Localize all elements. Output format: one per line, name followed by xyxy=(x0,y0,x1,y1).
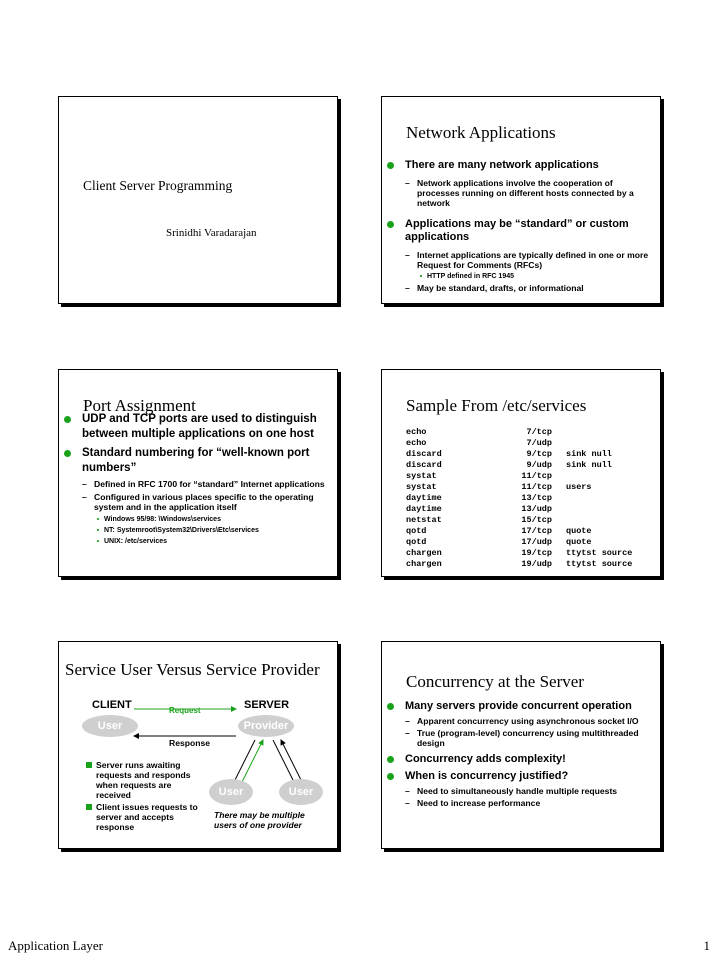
square-bullet-icon xyxy=(97,518,99,520)
service-name: daytime xyxy=(406,493,442,503)
service-port: 19/tcp xyxy=(521,548,552,558)
user-ellipse: User xyxy=(82,715,138,737)
bullet-dot-icon xyxy=(64,416,71,423)
service-port: 13/tcp xyxy=(521,493,552,503)
bullet-dot-icon xyxy=(64,450,71,457)
service-port: 7/udp xyxy=(526,438,552,448)
service-port: 17/tcp xyxy=(521,526,552,536)
sub-bullet: – May be standard, drafts, or informational xyxy=(405,283,584,293)
slide-4 xyxy=(381,369,661,577)
service-port: 9/tcp xyxy=(526,449,552,459)
service-aliases xyxy=(552,471,656,482)
slide-2-body xyxy=(387,159,653,295)
service-name: daytime xyxy=(406,504,442,514)
table-row xyxy=(406,438,656,449)
sub-sub-bullet: HTTP defined in RFC 1945 xyxy=(387,272,653,281)
service-port: 17/udp xyxy=(521,537,552,547)
service-name: qotd xyxy=(406,537,427,547)
bullet: When is concurrency justified? xyxy=(387,770,653,783)
slide-4-title: Sample From /etc/services xyxy=(406,396,587,415)
service-aliases xyxy=(552,427,656,438)
bullet: Applications may be “standard” or custom applications xyxy=(387,218,653,244)
sub-bullet: – Configured in various places specific to the operating system and in the application itself xyxy=(82,492,314,512)
service-port: 9/udp xyxy=(526,460,552,470)
footer-title: Application Layer xyxy=(8,938,103,953)
bullet-dot-icon xyxy=(387,162,394,169)
service-aliases xyxy=(552,515,656,526)
sub-bullet: – Internet applications are typically defined in one or more Request for Comments (RFCs) xyxy=(405,250,649,270)
service-port: 15/tcp xyxy=(521,515,552,525)
table-row xyxy=(406,537,656,548)
square-bullet-icon xyxy=(86,762,92,768)
slide-1-author: Srinidhi Varadarajan xyxy=(166,227,257,239)
service-aliases xyxy=(552,493,656,504)
services-table xyxy=(406,427,656,570)
slide-3 xyxy=(58,369,338,577)
sub-sub-bullet: NT: Systemroot\System32\Drivers\Etc\services xyxy=(64,526,332,535)
service-name: chargen xyxy=(406,548,442,558)
square-bullet-icon xyxy=(97,529,99,531)
service-port: 19/udp xyxy=(521,559,552,569)
server-label: SERVER xyxy=(244,699,290,711)
service-port: 11/tcp xyxy=(521,482,552,492)
square-bullet-icon xyxy=(97,540,99,542)
page-number: 1 xyxy=(703,938,710,953)
square-bullet-icon xyxy=(86,804,92,810)
slide-2-title: Network Applications xyxy=(406,123,556,142)
service-port: 11/tcp xyxy=(521,471,552,481)
service-name: discard xyxy=(406,460,442,470)
table-row xyxy=(406,493,656,504)
sub-bullet: – True (program-level) concurrency using multithreaded design xyxy=(405,728,639,748)
bullet: UDP and TCP ports are used to distinguish between multiple applications on one host xyxy=(64,412,332,442)
sub-bullet: – Need to simultaneously handle multiple requests xyxy=(405,786,618,796)
service-port: 7/tcp xyxy=(526,427,552,437)
user-ellipse: User xyxy=(209,779,253,805)
service-aliases: sink null xyxy=(566,449,612,459)
square-bullet-icon xyxy=(420,275,422,277)
slide-6-body xyxy=(387,700,653,810)
service-name: discard xyxy=(406,449,442,459)
sub-sub-bullet: Windows 95/98: \Windows\services xyxy=(64,515,332,524)
slide-3-title: Port Assignment xyxy=(83,396,196,415)
service-name: systat xyxy=(406,482,437,492)
table-row xyxy=(406,460,656,471)
table-row xyxy=(406,559,656,570)
service-name: echo xyxy=(406,438,427,448)
service-name: netstat xyxy=(406,515,442,525)
bullet: Many servers provide concurrent operation xyxy=(387,700,653,713)
sub-bullet: – Need to increase performance xyxy=(405,798,541,808)
client-description: Client issues requests to server and accepts response xyxy=(96,802,198,832)
slide-1-title: Client Server Programming xyxy=(83,178,233,193)
table-row xyxy=(406,427,656,438)
slide-2 xyxy=(381,96,661,304)
service-aliases xyxy=(552,504,656,515)
bullet-dot-icon xyxy=(387,773,394,780)
sub-bullet: – Apparent concurrency using asynchronous socket I/O xyxy=(405,716,639,726)
user-ellipse: User xyxy=(279,779,323,805)
service-aliases: users xyxy=(566,482,592,492)
service-aliases xyxy=(552,438,656,449)
provider-ellipse: Provider xyxy=(238,715,294,737)
sub-sub-bullet: UNIX: /etc/services xyxy=(64,537,332,546)
multiple-users-note: There may be multiple users of one provider xyxy=(214,810,305,830)
service-name: echo xyxy=(406,427,427,437)
service-aliases: sink null xyxy=(566,460,612,470)
bullet-dot-icon xyxy=(387,756,394,763)
service-aliases: quote xyxy=(566,526,592,536)
bullet-dot-icon xyxy=(387,221,394,228)
bullet-dot-icon xyxy=(387,703,394,710)
table-row xyxy=(406,504,656,515)
slide-3-body xyxy=(64,412,332,548)
bullet: Standard numbering for “well-known port numbers” xyxy=(64,446,332,476)
service-port: 13/udp xyxy=(521,504,552,514)
service-aliases: ttytst source xyxy=(566,559,633,569)
bullet: There are many network applications xyxy=(387,159,653,172)
request-label: Request xyxy=(169,706,201,715)
table-row xyxy=(406,449,656,460)
sub-bullet: – Network applications involve the cooperation of processes running on different hosts connected by a network xyxy=(405,178,634,208)
service-name: systat xyxy=(406,471,437,481)
table-row xyxy=(406,548,656,559)
bullet: Concurrency adds complexity! xyxy=(387,753,653,766)
service-aliases: ttytst source xyxy=(566,548,633,558)
client-label: CLIENT xyxy=(92,699,132,711)
response-label: Response xyxy=(169,738,211,748)
table-row xyxy=(406,515,656,526)
service-name: chargen xyxy=(406,559,442,569)
table-row xyxy=(406,471,656,482)
table-row xyxy=(406,526,656,537)
slide-5 xyxy=(58,641,338,849)
server-description: Server runs awaiting requests and responds when requests are received xyxy=(96,760,191,800)
table-row xyxy=(406,482,656,493)
slide-6 xyxy=(381,641,661,849)
sub-bullet: – Defined in RFC 1700 for “standard” Internet applications xyxy=(82,479,325,489)
slide-5-title: Service User Versus Service Provider xyxy=(65,660,320,679)
slide-1 xyxy=(58,96,338,304)
slide-6-title: Concurrency at the Server xyxy=(406,672,584,691)
service-name: qotd xyxy=(406,526,427,536)
service-aliases: quote xyxy=(566,537,592,547)
